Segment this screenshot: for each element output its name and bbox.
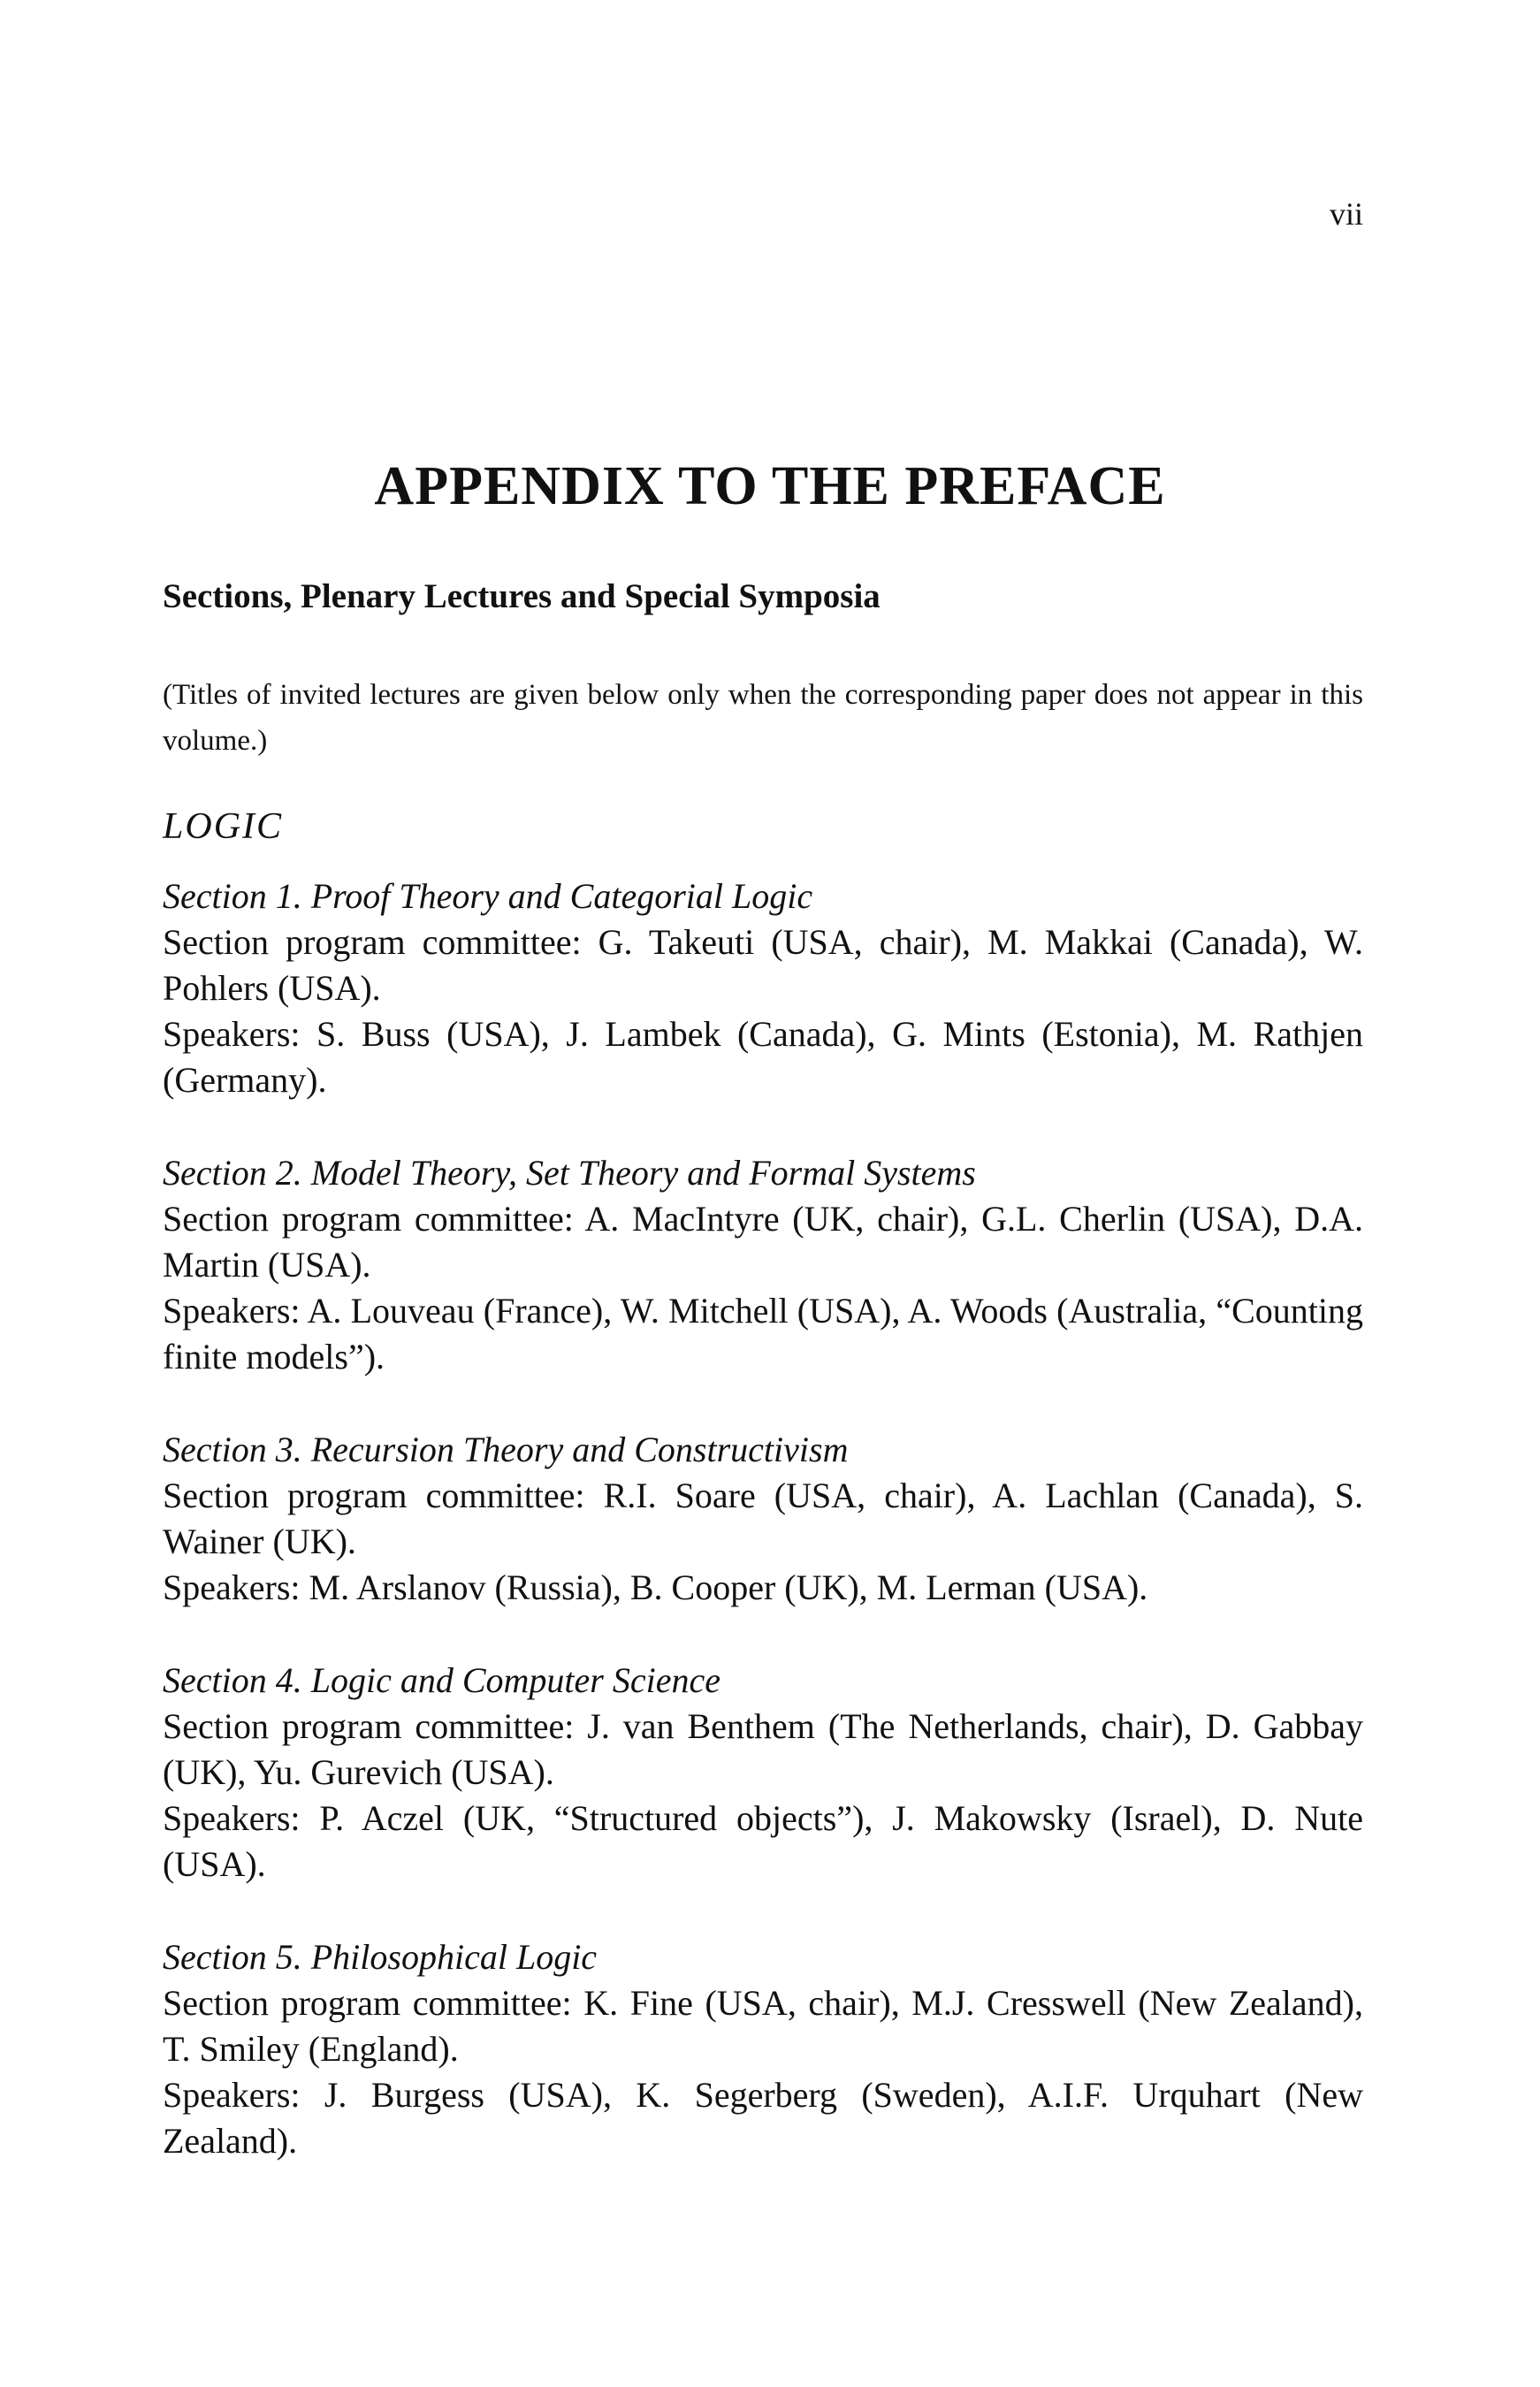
section-committee: Section program committee: R.I. Soare (USA, chair), A. Lachlan (Canada), S. Wainer (UK). bbox=[163, 1476, 1363, 1561]
section-title: Section 4. Logic and Computer Science bbox=[163, 1660, 720, 1700]
sections-list bbox=[163, 873, 1363, 2211]
section-title: Section 2. Model Theory, Set Theory and Formal Systems bbox=[163, 1153, 976, 1193]
section-title: Section 1. Proof Theory and Categorial Logic bbox=[163, 876, 813, 916]
section-block bbox=[163, 1150, 1363, 1380]
section-speakers: Speakers: P. Aczel (UK, “Structured objects”), J. Makowsky (Israel), D. Nute (USA). bbox=[163, 1798, 1363, 1884]
section-speakers: Speakers: M. Arslanov (Russia), B. Cooper (UK), M. Lerman (USA). bbox=[163, 1567, 1148, 1607]
section-speakers: Speakers: A. Louveau (France), W. Mitchell (USA), A. Woods (Australia, “Counting finite models”). bbox=[163, 1291, 1363, 1377]
subtitle: Sections, Plenary Lectures and Special Symposia bbox=[163, 577, 881, 615]
section-committee: Section program committee: A. MacIntyre (UK, chair), G.L. Cherlin (USA), D.A. Martin (USA). bbox=[163, 1199, 1363, 1285]
section-title: Section 3. Recursion Theory and Constructivism bbox=[163, 1430, 849, 1469]
section-committee: Section program committee: K. Fine (USA, chair), M.J. Cresswell (New Zealand), T. Smiley (England). bbox=[163, 1983, 1363, 2069]
section-title: Section 5. Philosophical Logic bbox=[163, 1937, 598, 1977]
section-block bbox=[163, 1934, 1363, 2164]
chapter-title: APPENDIX TO THE PREFACE bbox=[374, 456, 1166, 516]
section-committee: Section program committee: J. van Benthem (The Netherlands, chair), D. Gabbay (UK), Yu. Gurevich (USA). bbox=[163, 1706, 1363, 1792]
section-committee: Section program committee: G. Takeuti (USA, chair), M. Makkai (Canada), W. Pohlers (USA). bbox=[163, 922, 1363, 1008]
section-speakers: Speakers: S. Buss (USA), J. Lambek (Canada), G. Mints (Estonia), M. Rathjen (Germany). bbox=[163, 1014, 1363, 1100]
section-speakers: Speakers: J. Burgess (USA), K. Segerberg (Sweden), A.I.F. Urquhart (New Zealand). bbox=[163, 2075, 1363, 2161]
section-block bbox=[163, 1427, 1363, 1611]
section-block bbox=[163, 1658, 1363, 1887]
section-block bbox=[163, 873, 1363, 1103]
part-heading: LOGIC bbox=[163, 806, 284, 847]
editorial-note: (Titles of invited lectures are given below only when the corresponding paper does not appear in this volume.) bbox=[163, 679, 1363, 757]
page-number: vii bbox=[1329, 196, 1363, 232]
